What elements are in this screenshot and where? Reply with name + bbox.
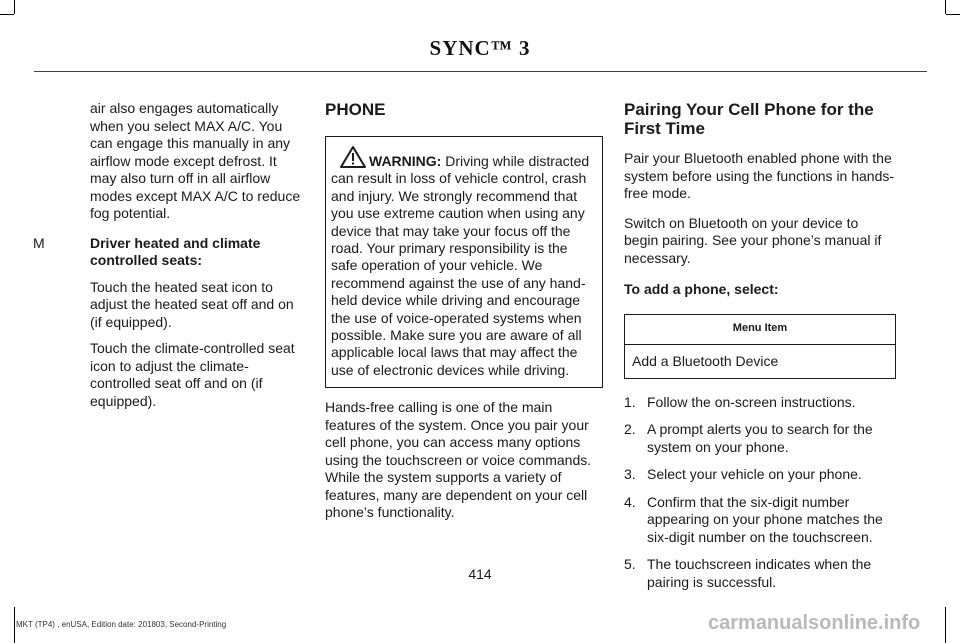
list-item [624, 394, 896, 412]
list-item [624, 494, 896, 547]
crop-mark [945, 0, 946, 14]
step-text: Select your vehicle on your phone. [647, 466, 862, 482]
warning-box [325, 136, 603, 388]
phone-body-paragraph: Hands-free calling is one of the main features of the system. Once you pair your cell phone, you can access many options using the touchscreen or voice commands. While the system supports a variety of features, many are dependent on your cell phone’s functionality. [325, 399, 592, 521]
pairing-paragraph-2: Switch on Bluetooth on your device to begin pairing. See your phone’s manual if necessary. [624, 214, 882, 266]
steps-list [624, 394, 896, 592]
crop-mark [14, 0, 15, 14]
crop-mark [0, 14, 14, 15]
list-item-m [33, 235, 303, 270]
step-text: Follow the on-screen instructions. [647, 393, 856, 410]
table-header: Menu Item [625, 315, 895, 346]
step-number: 3. [624, 466, 636, 482]
item-paragraph-heated: Touch the heated seat icon to adjust the heated seat off and on (if equipped). [90, 278, 294, 330]
page-header-title: SYNC™ 3 [429, 36, 531, 60]
column-middle [325, 100, 603, 522]
item-paragraph-climate: Touch the climate-controlled seat icon to adjust the climate-controlled seat off and on (if equipped). [90, 340, 295, 409]
table-cell: Add a Bluetooth Device [632, 353, 779, 369]
menu-table [624, 314, 896, 379]
step-number: 4. [624, 493, 636, 510]
step-number: 1. [624, 393, 636, 410]
warning-label: WARNING: [369, 153, 442, 169]
list-item [624, 421, 896, 456]
page-number: 414 [468, 566, 492, 582]
column-right [624, 100, 896, 601]
watermark: carmanualsonline.info [708, 612, 921, 634]
intro-paragraph: air also engages automatically when you select MAX A/C. You can engage this manually in any airflow mode except defrost. It may also turn off in all airflow modes except MAX A/C to reduce fog potential. [90, 100, 301, 221]
add-phone-label: To add a phone, select: [624, 281, 779, 297]
step-text: The touchscreen indicates when the pairing is successful. [647, 556, 872, 590]
section-heading-phone: PHONE [325, 100, 386, 119]
crop-mark [14, 607, 15, 643]
column-left [33, 100, 303, 410]
step-text: A prompt alerts you to search for the system on your phone. [647, 421, 873, 455]
step-number: 5. [624, 556, 636, 572]
crop-mark [946, 14, 960, 15]
header-divider [34, 71, 927, 72]
step-number: 2. [624, 421, 636, 437]
item-title: Driver heated and climate controlled seats: [90, 234, 261, 268]
edition-footer: MKT (TP4) , enUSA, Edition date: 201803, Second-Printing [16, 620, 227, 629]
crop-mark [945, 607, 946, 643]
pairing-paragraph-1: Pair your Bluetooth enabled phone with the system before using the functions in hands-free mode. [624, 150, 895, 201]
warning-text: Driving while distracted can result in loss of vehicle control, crash and injury. We strongly recommend that you use extreme caution when using any device that may take your focus off the road. Your primary responsibility is the safe operation of your vehicle. We recommend against the use of any hand-held device while driving and encourage the use of voice-operated systems when possible. Make sure you are aware of all applicable local laws that may affect the use of electronic devices while driving. [331, 153, 590, 378]
step-text: Confirm that the six-digit number appearing on your phone matches the six-digit number on the touchscreen. [647, 493, 883, 545]
section-heading-pairing: Pairing Your Cell Phone for the First Time [624, 100, 874, 138]
item-letter: M [33, 234, 45, 251]
list-item [624, 466, 896, 484]
warning-triangle-icon [339, 145, 367, 169]
